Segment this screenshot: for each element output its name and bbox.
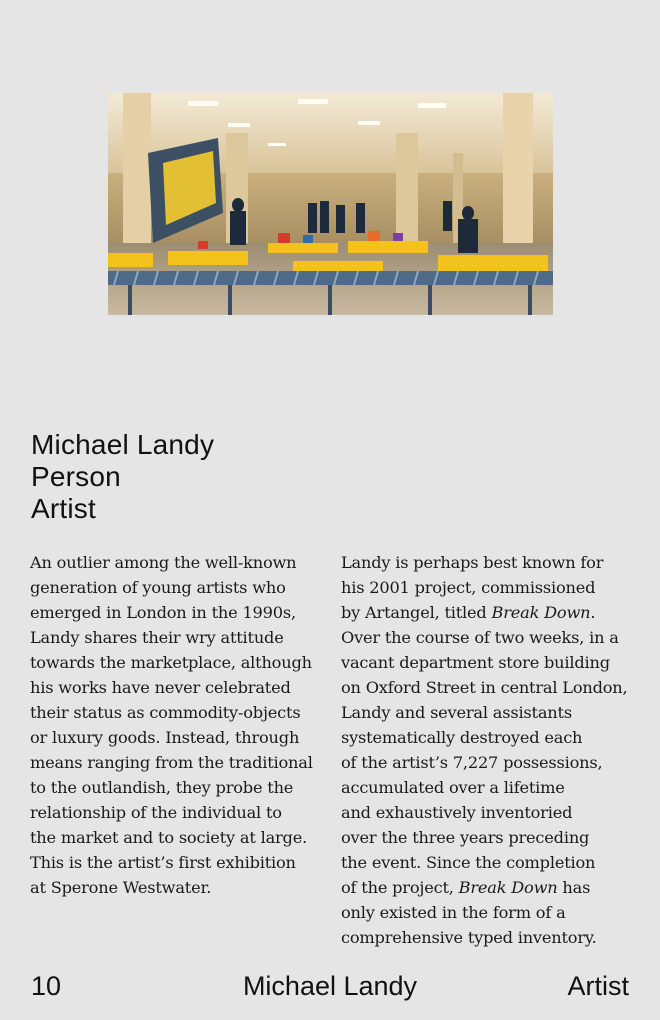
text-line [341,875,641,900]
text-line: comprehensive typed inventory. [341,928,597,947]
text-line: An outlier among the well-known [30,553,297,572]
text-line: towards the marketplace, although [30,653,312,672]
text-line: systematically destroyed each [341,728,583,747]
text-line: of the artist’s 7,227 possessions, [341,753,603,772]
text-line: their status as commodity-objects [30,703,301,722]
text-line: This is the artist’s first exhibition [30,853,296,872]
text-line: vacant department store building [341,653,610,672]
work-title: Break Down [458,878,558,897]
text-line: Landy is perhaps best known for [341,553,604,572]
text-line: on Oxford Street in central London, [341,678,628,697]
text-line: relationship of the individual to [30,803,282,822]
text-line: generation of young artists who [30,578,286,597]
text-run: has [557,878,591,897]
text-line: the event. Since the completion [341,853,596,872]
body-column-left [30,550,330,900]
work-title: Break Down [491,603,591,622]
entry-role: Artist [31,493,96,524]
text-line: and exhaustively inventoried [341,803,573,822]
text-line: at Sperone Westwater. [30,878,212,897]
text-line: his 2001 project, commissioned [341,578,596,597]
entry-heading [31,429,214,525]
text-line: his works have never celebrated [30,678,291,697]
text-line: the market and to society at large. [30,828,308,847]
text-line: or luxury goods. Instead, through [30,728,300,747]
entry-name: Michael Landy [31,429,215,460]
text-line: means ranging from the traditional [30,753,313,772]
text-run: . [590,603,596,622]
text-run: of the project, [341,878,459,897]
footer-name: Michael Landy [242,971,418,1001]
text-line: Landy and several assistants [341,703,572,722]
text-line: Landy shares their wry attitude [30,628,284,647]
page-footer [0,968,660,1004]
text-line [341,600,641,625]
text-line: accumulated over a lifetime [341,778,565,797]
page-number: 10 [31,971,62,1001]
footer-role: Artist [567,971,629,1001]
entry-type: Person [31,461,121,492]
text-line: emerged in London in the 1990s, [30,603,296,622]
text-line: only existed in the form of a [341,903,566,922]
text-line: over the three years preceding [341,828,590,847]
text-run: by Artangel, titled [341,603,492,622]
text-line: Over the course of two weeks, in a [341,628,619,647]
text-line: to the outlandish, they probe the [30,778,294,797]
installation-photo [108,93,553,315]
body-column-right [341,550,641,950]
